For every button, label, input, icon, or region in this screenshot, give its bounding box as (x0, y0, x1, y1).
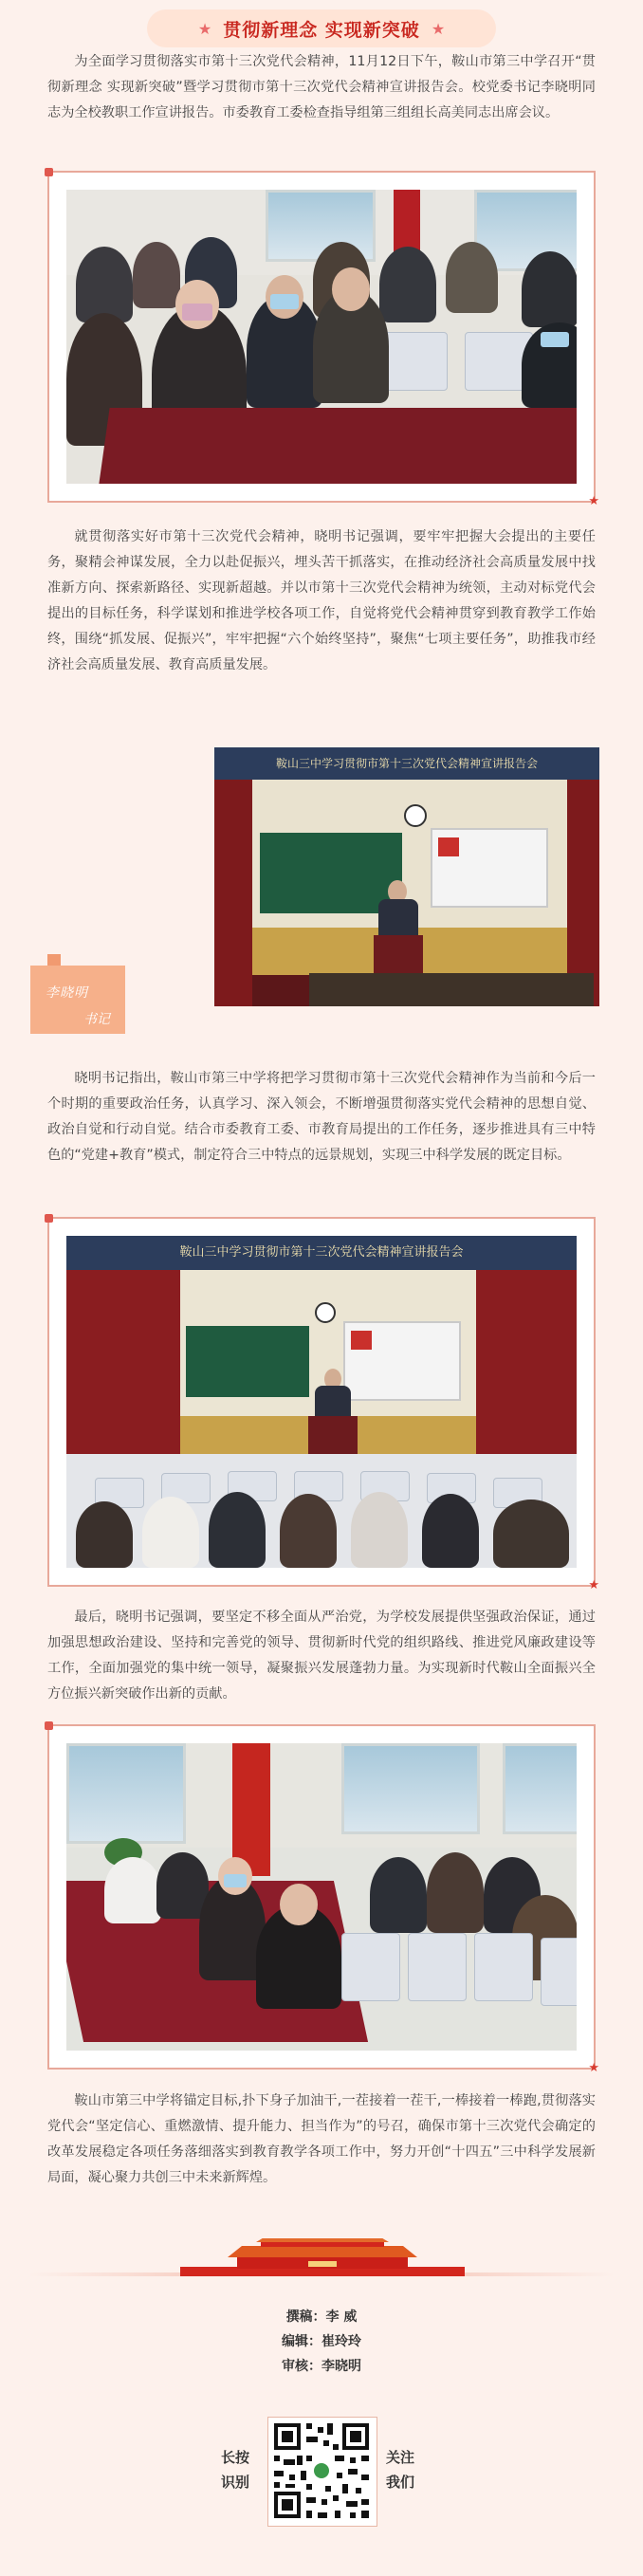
article-title: 贯彻新理念 实现新突破 (223, 19, 420, 41)
footer-gate-icon (28, 2238, 615, 2284)
credits-block (0, 2305, 643, 2379)
photo-speaker-stage (214, 747, 599, 1006)
stage-banner-2: 鞍山三中学习贯彻市第十三次党代会精神宣讲报告会 (179, 1245, 464, 1260)
star-icon: ★ (197, 19, 212, 38)
credit-editor: 编辑：崔玲玲 (282, 2334, 361, 2349)
qr-right-text: 关注 我们 (385, 2449, 414, 2491)
star-icon: ★ (431, 19, 446, 38)
credit-reviewer: 审核：李晓明 (282, 2359, 361, 2374)
corner-dot-icon (45, 1721, 53, 1730)
badge-role: 书记 (83, 1012, 110, 1027)
photo-frame-3 (47, 1217, 599, 1592)
qr-code[interactable] (267, 2417, 377, 2527)
corner-star-icon: ★ (588, 2061, 599, 2075)
speaker-name-badge (28, 954, 133, 1038)
paragraph-2: 就贯彻落实好市第十三次党代会精神，晓明书记强调，要牢牢把握大会提出的主要任务，聚精会神谋发展，全力以赴促振兴，埋头苦干抓落实，在推动经济社会高质量发展中找准新方向、探索新路径、实现新超越。并以市第十三次党代会精神为统领，主动对标党代会提出的目标任务，科学谋划和推进学校各项工作，自觉将党代会精神贯穿到教育教学工作始终，围绕“抓发展、促振兴”，牢牢把握“六个始终坚持”，聚焦“七项主要任务”，助推我市经济社会高质量发展、教育高质量发展。 (47, 529, 596, 672)
corner-star-icon: ★ (588, 494, 599, 508)
article-title-bar (147, 9, 496, 47)
photo-audience-2 (66, 1743, 577, 2051)
credit-writer: 撰稿：李 威 (285, 2309, 358, 2325)
paragraph-5: 鞍山市第三中学将锚定目标,扑下身子加油干,一茬接着一茬干,一棒接着一棒跑,贯彻落实党代会“坚定信心、重燃激情、提升能力、担当作为”的号召，确保市第十三次党代会确定的改革发展稳定各项任务落细落实到教育教学各项工作中，努力开创“十四五”三中科学发展新局面，凝心聚力共创三中未来新辉煌。 (47, 2093, 596, 2185)
photo-frame-1 (47, 171, 599, 508)
photo-hall-wide (66, 1236, 577, 1568)
badge-name: 李晓明 (46, 985, 88, 1001)
corner-dot-icon (45, 1214, 53, 1223)
qr-code-icon (268, 2418, 375, 2524)
qr-left-text: 长按 识别 (220, 2449, 249, 2491)
paragraph-3: 晓明书记指出，鞍山市第三中学将把学习贯彻市第十三次党代会精神作为当前和今后一个时期的重要政治任务，认真学习、深入领会，不断增强贯彻落实党代会精神的思想自觉、政治自觉和行动自觉。结合市委教育工委、市教育局提出的工作任务，逐步推进具有三中特色的“党建+教育”模式，制定符合三中特点的远景规划，实现三中科学发展的既定目标。 (47, 1071, 596, 1163)
stage-banner-1: 鞍山三中学习贯彻市第十三次党代会精神宣讲报告会 (275, 757, 538, 770)
paragraph-1: 为全面学习贯彻落实市第十三次党代会精神，11月12日下午，鞍山市第三中学召开“贯彻新理念 实现新突破”暨学习贯彻市第十三次党代会精神宣讲报告会。校党委书记李晓明同志为全校教职工作宣讲报告。市委教育工委检查指导组第三组组长高美同志出席会议。 (47, 54, 596, 120)
corner-star-icon: ★ (588, 1578, 599, 1592)
photo-frame-4 (47, 1724, 599, 2075)
corner-dot-icon (45, 168, 53, 176)
photo-audience-1 (66, 190, 577, 484)
paragraph-4: 最后，晓明书记强调，要坚定不移全面从严治党，为学校发展提供坚强政治保证，通过加强思想政治建设、坚持和完善党的领导、贯彻新时代党的组织路线、推进党风廉政建设等工作，全面加强党的集中统一领导，凝聚振兴发展蓬勃力量。为实现新时代鞍山全面振兴全方位振兴新突破作出新的贡献。 (47, 1610, 596, 1702)
